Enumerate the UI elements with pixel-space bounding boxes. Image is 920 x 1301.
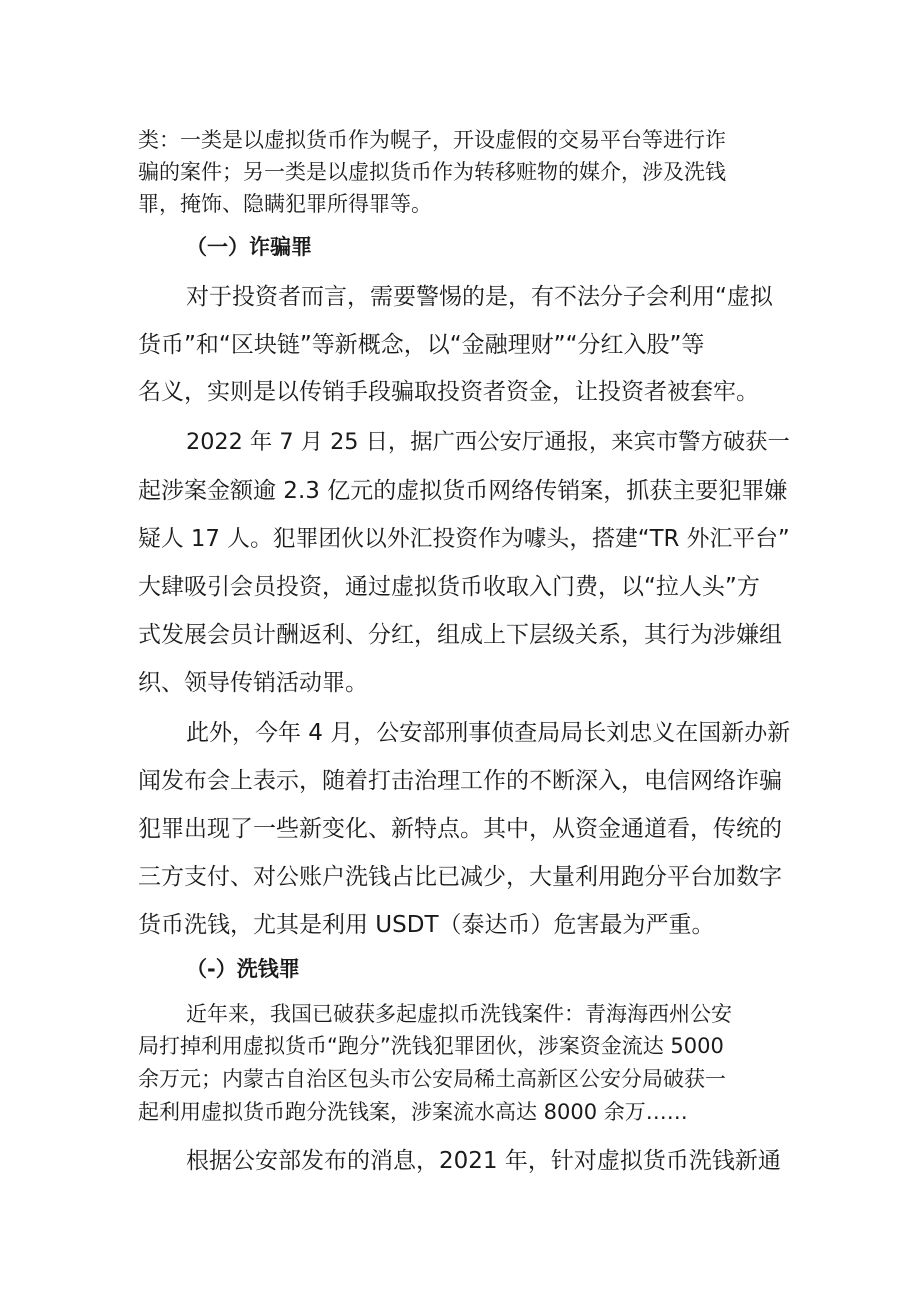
paragraph-line: 式发展会员计酬返利、分红，组成上下层级关系，其行为涉嫌组 xyxy=(138,622,782,648)
paragraph-line: 名义，实则是以传销手段骗取投资者资金，让投资者被套牢。 xyxy=(138,379,759,405)
paragraph-line: 犯罪出现了一些新变化、新特点。其中，从资金通道看，传统的 xyxy=(138,816,782,842)
section-heading-money-laundering: （-）洗钱罪 xyxy=(186,957,300,981)
paragraph-line: 起涉案金额逾 2.3 亿元的虚拟货币网络传销案，抓获主要犯罪嫌 xyxy=(138,478,788,504)
paragraph-line: 骗的案件；另一类是以虚拟货币作为转移赃物的媒介，涉及洗钱 xyxy=(138,160,726,184)
paragraph-line: 对于投资者而言，需要警惕的是，有不法分子会利用“虚拟 xyxy=(186,284,773,310)
paragraph-line: 此外，今年 4 月，公安部刑事侦查局局长刘忠义在国新办新 xyxy=(186,720,791,746)
paragraph-line: 货币”和“区块链”等新概念，以“金融理财”“分红入股”等 xyxy=(138,332,705,358)
paragraph-line: 织、领导传销活动罪。 xyxy=(138,670,368,696)
paragraph-line: 2022 年 7 月 25 日，据广西公安厅通报，来宾市警方破获一 xyxy=(186,429,790,455)
paragraph-line: 疑人 17 人。犯罪团伙以外汇投资作为噱头，搭建“TR 外汇平台” xyxy=(138,526,790,552)
paragraph-line: 起利用虚拟货币跑分洗钱案，涉案流水高达 8000 余万…… xyxy=(138,1100,688,1124)
paragraph-line: 类：一类是以虚拟货币作为幌子，开设虚假的交易平台等进行诈 xyxy=(138,128,726,152)
paragraph-line: 余万元；内蒙古自治区包头市公安局稀土高新区公安分局破获一 xyxy=(138,1067,726,1091)
paragraph-line: 大肆吸引会员投资，通过虚拟货币收取入门费，以“拉人头”方 xyxy=(138,574,760,600)
paragraph-line: 闻发布会上表示，随着打击治理工作的不断深入，电信网络诈骗 xyxy=(138,768,782,794)
section-heading-fraud: （一）诈骗罪 xyxy=(186,235,312,259)
paragraph-line: 罪，掩饰、隐瞒犯罪所得罪等。 xyxy=(138,192,432,216)
paragraph-line: 局打掉利用虚拟货币“跑分”洗钱犯罪团伙，涉案资金流达 5000 xyxy=(138,1034,724,1058)
paragraph-line: 近年来，我国已破获多起虚拟币洗钱案件：青海海西州公安 xyxy=(186,1002,732,1026)
paragraph-line: 三方支付、对公账户洗钱占比已减少，大量利用跑分平台加数字 xyxy=(138,864,782,890)
paragraph-line: 货币洗钱，尤其是利用 USDT（泰达币）危害最为严重。 xyxy=(138,912,715,938)
paragraph-line: 根据公安部发布的消息，2021 年，针对虚拟货币洗钱新通 xyxy=(186,1148,781,1174)
